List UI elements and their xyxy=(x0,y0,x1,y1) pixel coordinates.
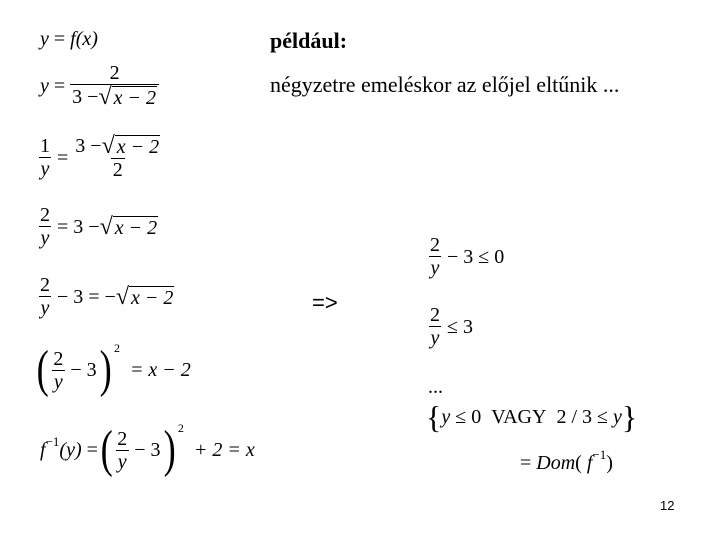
numerator: 2 xyxy=(53,347,64,370)
step-6-equation xyxy=(34,341,191,398)
implies-arrow: => xyxy=(312,290,338,315)
numerator xyxy=(73,134,162,158)
numerator: 2 xyxy=(109,62,120,84)
open-paren: ( xyxy=(575,452,582,474)
example-label: például: xyxy=(270,28,348,53)
condition-a: ≤ 0 xyxy=(455,406,482,428)
dom-label: Dom xyxy=(536,452,576,474)
page-number: 12 xyxy=(660,498,675,513)
exponent: 2 xyxy=(177,421,184,435)
step-4-equation xyxy=(38,204,158,249)
var-y: y xyxy=(40,28,49,50)
argument-y: (y) xyxy=(59,439,82,461)
fraction xyxy=(51,348,65,393)
condition-b: 2 / 3 ≤ xyxy=(556,406,608,428)
right-paren: ) xyxy=(99,341,112,398)
minus-three: − 3 xyxy=(70,359,97,381)
den-term: 3 − xyxy=(72,86,99,108)
fraction xyxy=(428,304,442,349)
denominator: y xyxy=(40,227,50,249)
radicand: x − 2 xyxy=(116,136,160,158)
var-y: y xyxy=(441,406,451,428)
step-1-equation xyxy=(40,28,98,50)
domain-equation xyxy=(520,447,613,474)
sqrt: √ x − 2 xyxy=(99,213,158,240)
var-y: y xyxy=(612,406,622,428)
equals: = xyxy=(86,439,98,461)
equals-term: = 3 − xyxy=(57,215,100,238)
open-brace: { xyxy=(426,399,442,435)
close-paren: ) xyxy=(606,452,613,474)
inequality-rest: ≤ 3 xyxy=(447,315,473,338)
denominator: 2 xyxy=(112,159,123,181)
num-term: 3 − xyxy=(75,135,102,157)
function-f: f xyxy=(40,439,46,461)
numerator: 2 xyxy=(430,304,440,326)
close-brace: } xyxy=(621,399,638,435)
inverse-exponent: −1 xyxy=(592,447,607,462)
inequality-2 xyxy=(428,304,473,349)
ellipsis: ... xyxy=(428,376,443,398)
lhs-fraction xyxy=(38,135,52,180)
radicand: x − 2 xyxy=(131,286,174,309)
numerator: 2 xyxy=(40,274,50,296)
numerator: 2 xyxy=(430,234,440,256)
or-keyword: VAGY xyxy=(491,406,547,428)
numerator: 2 xyxy=(117,427,128,450)
argument-x: (x) xyxy=(75,28,98,50)
equals: = xyxy=(53,74,66,97)
exponent: 2 xyxy=(113,341,120,355)
fraction xyxy=(70,62,159,109)
denominator: y xyxy=(117,450,127,473)
denominator: y xyxy=(53,370,63,393)
denominator xyxy=(70,84,159,109)
step-2-equation xyxy=(40,62,159,109)
equals: = xyxy=(520,452,532,474)
lhs-fraction xyxy=(38,274,52,319)
denominator: y xyxy=(430,257,440,279)
fraction xyxy=(428,234,442,279)
denominator: y xyxy=(40,158,50,180)
numerator: 2 xyxy=(40,204,50,226)
step-3-equation xyxy=(38,134,162,181)
denominator: y xyxy=(40,297,50,319)
minus-three: − 3 xyxy=(134,439,161,461)
sqrt: √ x − 2 xyxy=(101,133,160,159)
inequality-1 xyxy=(428,234,504,279)
sign-note: négyzetre emeléskor az előjel eltűnik ... xyxy=(270,72,620,97)
step-7-equation xyxy=(40,421,255,478)
lhs-fraction xyxy=(38,204,52,249)
inverse-exponent: −1 xyxy=(45,434,60,449)
solution-set xyxy=(426,399,638,435)
radicand: x − 2 xyxy=(114,216,158,239)
inequality-rest: − 3 ≤ 0 xyxy=(447,245,505,268)
numerator: 1 xyxy=(40,135,50,157)
sqrt: √ x − 2 xyxy=(98,84,156,110)
rhs: = x − 2 xyxy=(129,359,191,381)
equals: = xyxy=(53,28,66,50)
equals: = xyxy=(57,146,69,169)
middle-term: − 3 = − xyxy=(57,285,116,308)
left-paren: ( xyxy=(100,421,113,478)
denominator: y xyxy=(430,327,440,349)
right-paren: ) xyxy=(163,421,176,478)
sqrt: √ x − 2 xyxy=(115,283,174,310)
step-5-equation xyxy=(38,274,174,319)
rhs: + 2 = x xyxy=(193,439,255,461)
function-f: f xyxy=(70,28,76,50)
rhs-fraction xyxy=(73,134,162,181)
left-paren: ( xyxy=(36,341,49,398)
function-f: f xyxy=(586,452,593,474)
radicand: x − 2 xyxy=(113,87,156,109)
fraction xyxy=(115,428,129,473)
var-y: y xyxy=(40,74,49,97)
